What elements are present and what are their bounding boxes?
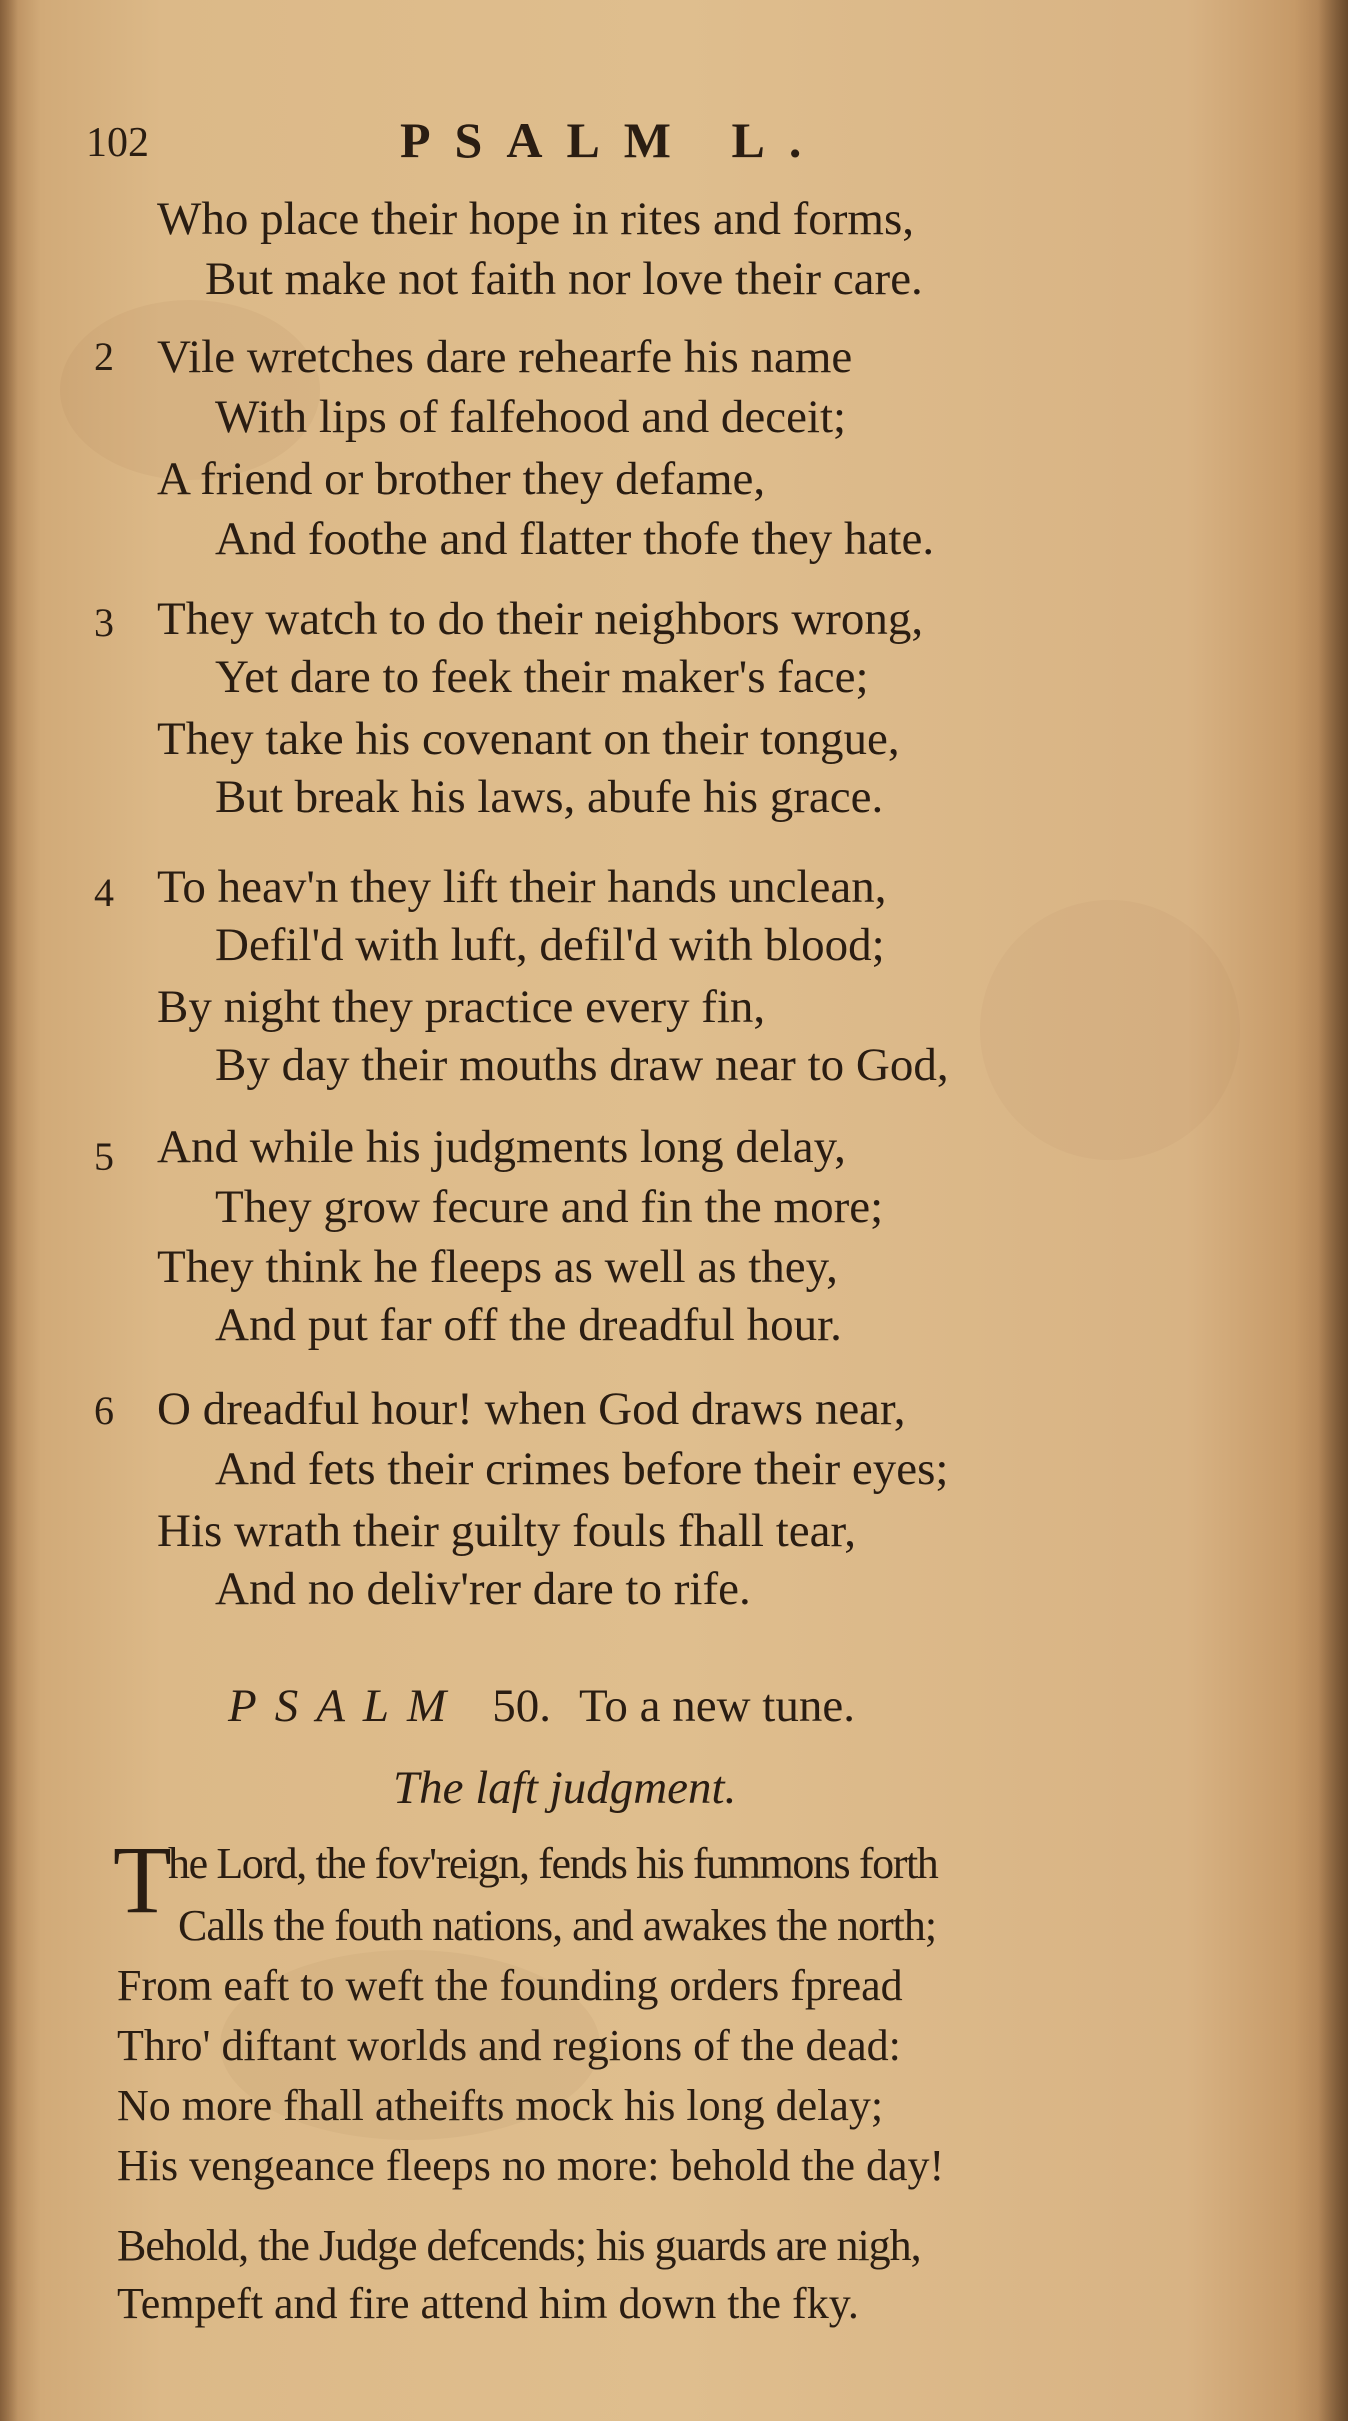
paper-stain (980, 900, 1240, 1160)
running-title: PSALM L. (400, 112, 826, 168)
stanza-number: 2 (94, 334, 114, 379)
verse-line: Tempeft and fire attend him down the fky. (117, 2279, 859, 2328)
verse-line: Defil'd with luft, defil'd with blood; (215, 919, 885, 971)
verse-line: Behold, the Judge defcends; his guards are nigh, (117, 2221, 921, 2270)
verse-line: But make not faith nor love their care. (205, 253, 923, 305)
verse-line: And foothe and flatter thofe they hate. (215, 513, 935, 565)
stanza-number: 6 (94, 1388, 114, 1433)
verse-line: O dreadful hour! when God draws near, (157, 1383, 906, 1435)
psalm-tune: To a new tune. (578, 1680, 855, 1732)
verse-line: His wrath their guilty fouls fhall tear, (157, 1505, 857, 1557)
verse-line: No more fhall atheifts mock his long delay; (117, 2081, 884, 2130)
verse-line: Thro' diftant worlds and regions of the dead: (117, 2021, 901, 2070)
psalm-heading (228, 1678, 855, 1734)
verse-line: From eaft to weft the founding orders fpread (117, 1961, 903, 2010)
stanza-number: 4 (94, 870, 114, 915)
verse-line: And while his judgments long delay, (157, 1121, 846, 1173)
verse-line: They think he fleeps as well as they, (157, 1241, 838, 1293)
page-right-edge-shadow (1318, 0, 1348, 2421)
page-number: 102 (86, 120, 149, 166)
verse-line: They take his covenant on their tongue, (157, 713, 900, 765)
psalm-subtitle: The laft judgment. (393, 1762, 737, 1814)
psalm-heading-word: PSALM (228, 1680, 465, 1732)
verse-line: By day their mouths draw near to God, (215, 1039, 949, 1091)
verse-line: Calls the fouth nations, and awakes the north; (178, 1901, 937, 1950)
verse-line: With lips of falfehood and deceit; (215, 391, 847, 443)
stanza-number: 3 (94, 600, 114, 645)
verse-line: And no deliv'rer dare to rife. (215, 1563, 751, 1615)
verse-line: And fets their crimes before their eyes; (215, 1443, 949, 1495)
verse-line: Yet dare to feek their maker's face; (215, 651, 869, 703)
drop-cap: T (113, 1826, 172, 1933)
verse-line: They watch to do their neighbors wrong, (157, 593, 924, 645)
verse-line: By night they practice every fin, (157, 981, 766, 1033)
page-left-edge-shadow (0, 0, 18, 2421)
verse-line: A friend or brother they defame, (157, 453, 766, 505)
verse-line: His vengeance fleeps no more: behold the day! (117, 2141, 945, 2190)
verse-line: To heav'n they lift their hands unclean, (157, 861, 887, 913)
stanza-number: 5 (94, 1134, 114, 1179)
verse-line: Vile wretches dare rehearfe his name (157, 331, 853, 383)
verse-line: And put far off the dreadful hour. (215, 1299, 842, 1351)
verse-line: Who place their hope in rites and forms, (157, 193, 914, 245)
verse-line: They grow fecure and fin the more; (215, 1181, 884, 1233)
psalm-heading-number: 50. (492, 1680, 551, 1732)
verse-line: he Lord, the fov'reign, fends his fummons forth (168, 1839, 938, 1888)
verse-line: But break his laws, abufe his grace. (215, 771, 884, 823)
